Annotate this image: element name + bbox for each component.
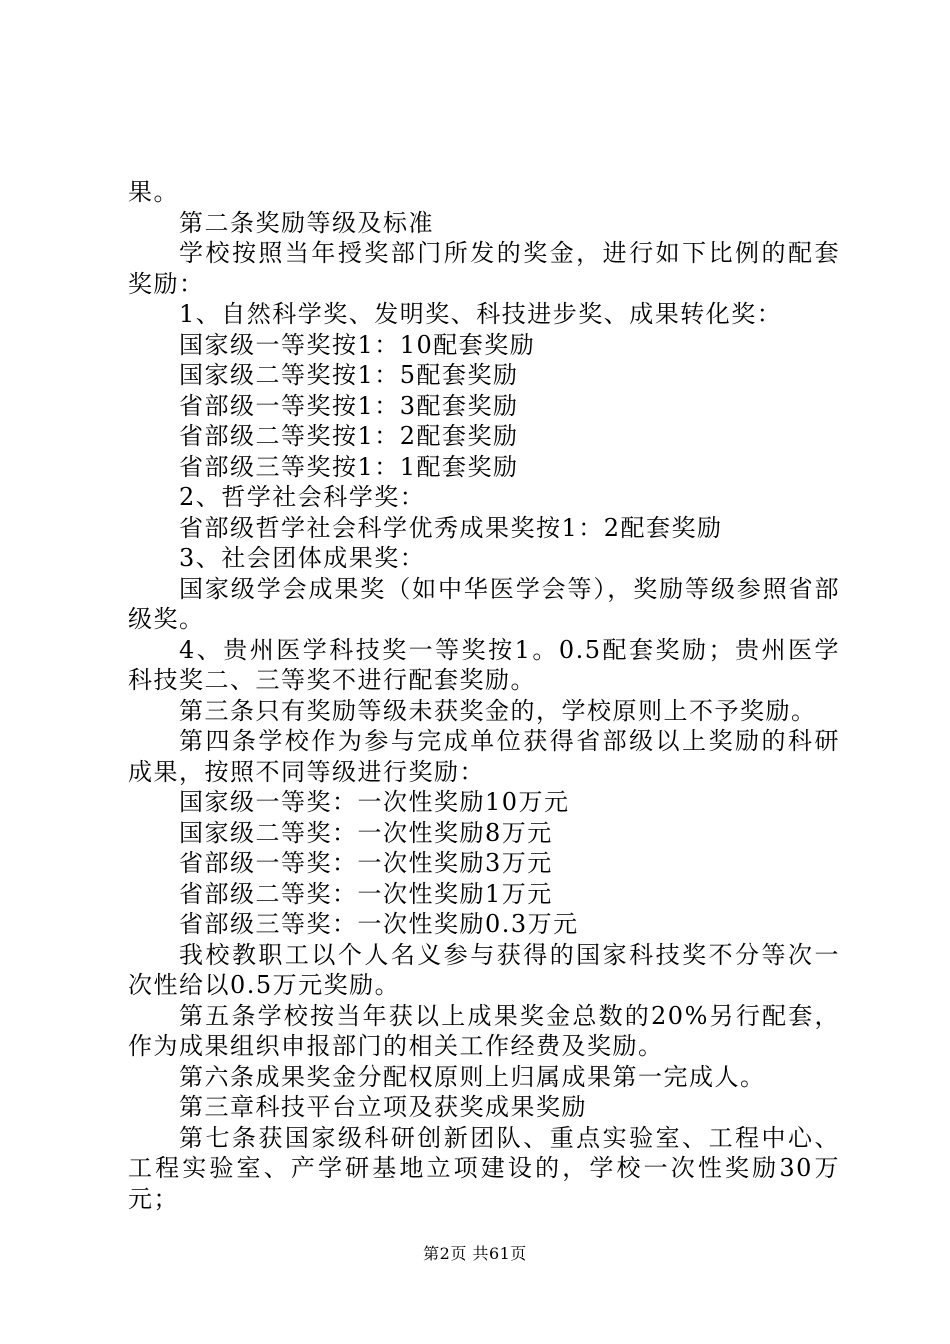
paragraph: 第三条只有奖励等级未获奖金的，学校原则上不予奖励。 [179,696,817,725]
paragraph: 省部级一等奖：一次性奖励3万元 [179,849,553,877]
paragraph: 我校教职工以个人名义参与获得的国家科技奖不分等次一次性给以0.5万元奖励。 [128,940,840,999]
paragraph: 国家级学会成果奖（如中华医学会等），奖励等级参照省部级奖。 [128,574,840,633]
paragraph: 省部级三等奖按1：1配套奖励 [179,452,519,481]
paragraph: 国家级二等奖按1：5配套奖励 [179,361,519,389]
paragraph: 国家级二等奖：一次性奖励8万元 [179,818,553,847]
paragraph: 省部级哲学社会科学优秀成果奖按1：2配套奖励 [179,513,723,542]
paragraph: 1、自然科学奖、发明奖、科技进步奖、成果转化奖： [179,300,783,328]
paragraph: 国家级一等奖：一次性奖励10万元 [179,788,570,816]
paragraph: 第六条成果奖金分配权原则上归属成果第一完成人。 [179,1062,766,1091]
paragraph: 3、社会团体成果奖： [179,544,426,572]
paragraph: 第四条学校作为参与完成单位获得省部级以上奖励的科研成果，按照不同等级进行奖励： [128,727,840,786]
paragraph: 4、贵州医学科技奖一等奖按1。0.5配套奖励；贵州医学科技奖二、三等奖不进行配套奖励。 [128,635,840,694]
paragraph: 省部级二等奖按1：2配套奖励 [179,422,519,450]
paragraph: 果。 [128,178,179,206]
paragraph: 第五条学校按当年获以上成果奖金总数的20%另行配套，作为成果组织申报部门的相关工作经费及奖励。 [128,1001,840,1060]
page-footer: 第2页 共61页 [423,1244,527,1263]
document-body [128,177,840,1214]
paragraph: 学校按照当年授奖部门所发的奖金，进行如下比例的配套奖励： [128,239,840,298]
paragraph: 省部级一等奖按1：3配套奖励 [179,391,519,420]
paragraph: 第七条获国家级科研创新团队、重点实验室、工程中心、工程实验室、产学研基地立项建设的，学校一次性奖励30万元； [128,1123,840,1213]
paragraph: 2、哲学社会科学奖： [179,483,426,511]
paragraph: 第三章科技平台立项及获奖成果奖励 [179,1093,587,1121]
paragraph: 第二条奖励等级及标准 [179,208,434,237]
paragraph: 国家级一等奖按1：10配套奖励 [179,330,536,359]
paragraph: 省部级二等奖：一次性奖励1万元 [179,879,553,908]
paragraph: 省部级三等奖：一次性奖励0.3万元 [179,910,579,938]
